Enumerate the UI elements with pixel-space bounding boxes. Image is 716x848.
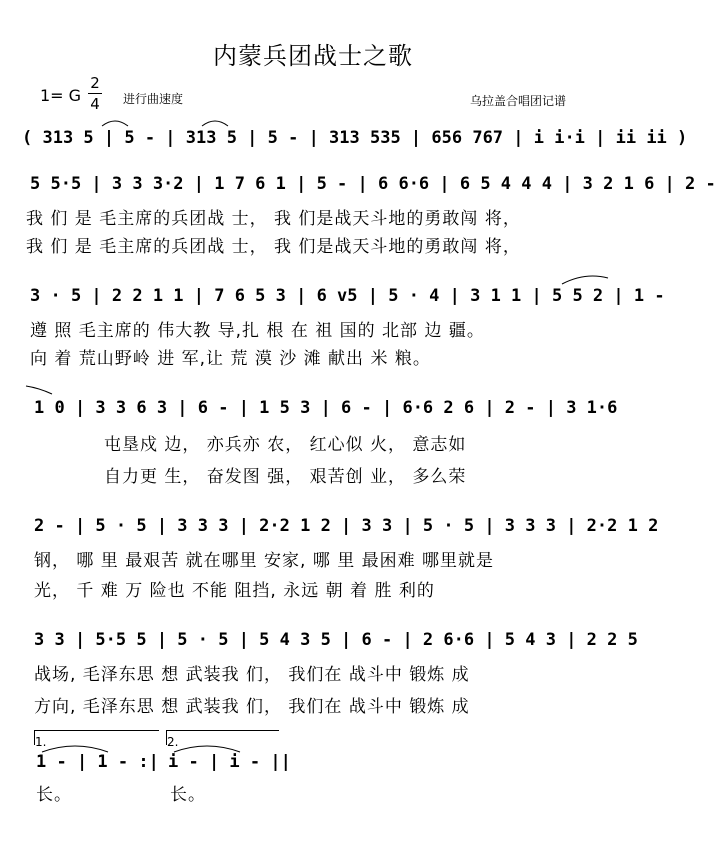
lyrics-line-5-verse-1: 战场, 毛泽东思 想 武装我 们， 我们在 战斗中 锻炼 成 [34, 665, 470, 685]
first-ending-number: 1. [35, 735, 47, 749]
tie-mark [560, 272, 610, 286]
time-denominator: 4 [90, 95, 100, 113]
second-ending-lyric: 长。 [170, 785, 206, 805]
key-signature: 1= G [40, 86, 82, 105]
notes-line-5: 3 3 | 5·5 5 | 5 · 5 | 5 4 3 5 | 6 - | 2 6·6 | 5 4 3 | 2 2 5 [34, 630, 638, 650]
second-ending-notes: i - | i - || [168, 752, 291, 772]
lyrics-line-2-verse-2: 向 着 荒山野岭 进 军,让 荒 漠 沙 滩 献出 米 粮。 [30, 349, 431, 369]
first-ending-notes: 1 - | 1 - :| [36, 752, 159, 772]
notes-line-2: 3 · 5 | 2 2 1 1 | 7 6 5 3 | 6 v5 | 5 · 4 | 3 1 1 | 5 5 2 | 1 - [30, 286, 665, 306]
lyrics-line-2-verse-1: 遵 照 毛主席的 伟大教 导,扎 根 在 祖 国的 北部 边 疆。 [30, 321, 485, 341]
lyrics-line-3-verse-1: 屯垦戍 边， 亦兵亦 农， 红心似 火， 意志如 [104, 435, 467, 455]
tempo-marking: 进行曲速度 [123, 92, 184, 106]
lyrics-line-3-verse-2: 自力更 生， 奋发图 强， 艰苦创 业， 多么荣 [104, 467, 467, 487]
second-ending-number: 2. [167, 735, 179, 749]
lyrics-line-1-verse-2: 我 们 是 毛主席的兵团战 士， 我 们是战天斗地的勇敢闯 将， [26, 237, 521, 257]
notes-line-3: 1 0 | 3 3 6 3 | 6 - | 1 5 3 | 6 - | 6·6 2 6 | 2 - | 3 1·6 [34, 398, 618, 418]
lyrics-line-5-verse-2: 方向, 毛泽东思 想 武装我 们， 我们在 战斗中 锻炼 成 [34, 697, 470, 717]
intro-notes: ( 313 5 | 5 - | 313 5 | 5 - | 313 535 | 656 767 | i i·i | ii ii ) [22, 128, 688, 148]
tie-mark [200, 116, 230, 128]
transcription-credit: 乌拉盖合唱团记谱 [470, 94, 567, 108]
song-title: 内蒙兵团战士之歌 [213, 42, 413, 70]
lyrics-line-4-verse-2: 光， 千 难 万 险也 不能 阻挡, 永远 朝 着 胜 利的 [34, 581, 435, 601]
lyrics-line-4-verse-1: 钢， 哪 里 最艰苦 就在哪里 安家, 哪 里 最困难 哪里就是 [34, 551, 495, 571]
notes-line-4: 2 - | 5 · 5 | 3 3 3 | 2·2 1 2 | 3 3 | 5 · 5 | 3 3 3 | 2·2 1 2 [34, 516, 659, 536]
notes-line-1: 5 5·5 | 3 3 3·2 | 1 7 6 1 | 5 - | 6 6·6 | 6 5 4 4 4 | 3 2 1 6 | 2 - [30, 174, 716, 194]
time-numerator: 2 [90, 74, 100, 92]
tie-mark [100, 116, 130, 128]
lyrics-line-1-verse-1: 我 们 是 毛主席的兵团战 士， 我 们是战天斗地的勇敢闯 将， [26, 209, 521, 229]
time-signature [88, 74, 102, 113]
tie-mark [24, 384, 54, 396]
first-ending-lyric: 长。 [36, 785, 72, 805]
